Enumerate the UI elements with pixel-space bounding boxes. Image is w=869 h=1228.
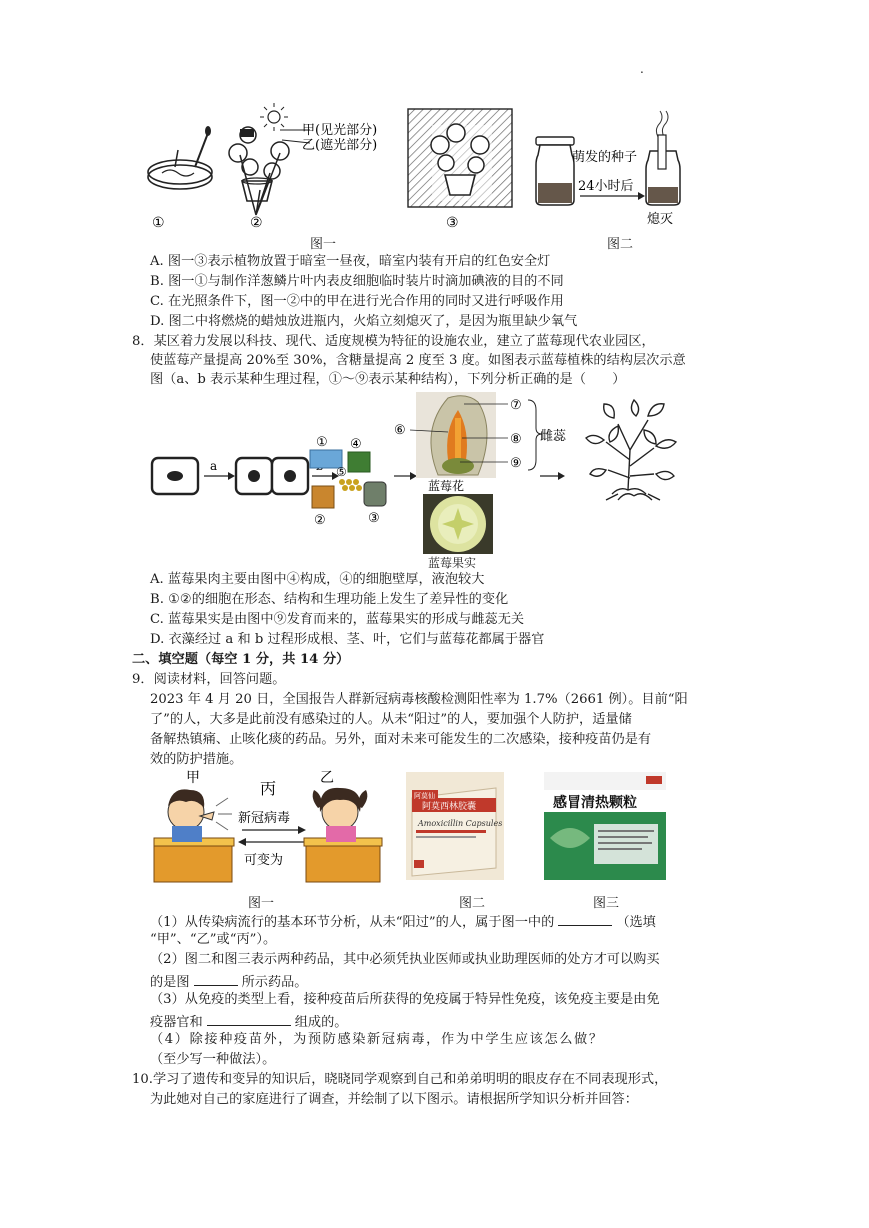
q9-para-3: 备解热镇痛、止咳化痰的药品。另外，面对未来可能发生的二次感染，接种疫苗仍是有 [150, 732, 652, 747]
q10-stem-2: 为此她对自己的家庭进行了调查，并绘制了以下图示。请根据所学知识分析并回答： [150, 1092, 638, 1107]
q8-stem-1: 8．某区着力发展以科技、现代、适度规模为特征的设施农业，建立了蓝莓现代农业园区， [132, 334, 655, 349]
yi-label: 乙(遮光部分) [302, 138, 378, 153]
tissue-4-icon [348, 452, 370, 472]
q9-fig3-caption: 图三 [593, 896, 620, 911]
q8-option-a: A. 蓝莓果肉主要由图中④构成，④的细胞壁厚，液泡较大 [150, 572, 485, 587]
flower-caption: 蓝莓花 [428, 479, 465, 493]
num-1: ① [316, 435, 328, 450]
q9-sub4-line2: （至少写一种做法）。 [150, 1052, 276, 1067]
q8-option-d: D. 衣藻经过 a 和 b 过程形成根、茎、叶，它们与蓝莓花都属于器官 [150, 632, 545, 647]
fruit-caption: 蓝莓果实 [428, 556, 477, 570]
section-2-heading: 二、填空题（每空 1 分，共 14 分） [132, 652, 350, 667]
bing-label: 丙 [260, 779, 277, 798]
plant-light-icon [229, 103, 310, 215]
girl-icon [304, 788, 382, 882]
petri-dish-icon [148, 126, 212, 189]
tissue-3-icon [364, 482, 386, 506]
seed-label: 萌发的种子 [572, 150, 638, 165]
q7-option-d: D. 图二中将燃烧的蜡烛放进瓶内，火焰立刻熄灭了，是因为瓶里缺少氧气 [150, 314, 578, 329]
pistil-label: 雌蕊 [540, 429, 567, 444]
num-8: ⑧ [510, 432, 522, 447]
fig1-caption: 图一 [310, 237, 337, 252]
dark-room-icon [408, 109, 512, 207]
q9-sub1-line1: （1）从传染病流行的基本环节分析，从未“阳过”的人，属于图一中的 （选填 [150, 911, 656, 932]
answer-blank-2[interactable] [194, 971, 238, 986]
blueberry-fruit-image [423, 494, 493, 554]
amox-name: 阿莫西林胶囊 [422, 802, 477, 812]
q9-para-4: 效的防护措施。 [150, 752, 243, 767]
q9-para-2: 了”的人，大多是此前没有感染过的人。从未“阳过”的人，要加强个人防护，适量储 [150, 712, 632, 727]
change-label: 可变为 [244, 853, 284, 868]
q8-stem-2: 使蓝莓产量提高 20%至 30%，含糖量提高 2 度至 3 度。如图表示蓝莓植株的结构层次示意 [150, 353, 686, 368]
q10-stem-1: 10.学习了遗传和变异的知识后，晓晓同学观察到自己和弟弟明明的眼皮存在不同表现形式， [132, 1072, 668, 1087]
q9-figure [150, 768, 670, 890]
q7-option-c: C. 在光照条件下，图一②中的甲在进行光合作用的同时又进行呼吸作用 [150, 294, 564, 309]
q9-sub3-line1: （3）从免疫的类型上看，接种疫苗后所获得的免疫属于特异性免疫，该免疫主要是由免 [150, 992, 660, 1007]
seed-jar-icon [536, 137, 574, 205]
q9-para-1: 2023 年 4 月 20 日，全国报告人群新冠病毒核酸检测阳性率为 1.7%（2661 例）。目前“阳 [150, 692, 688, 707]
jia-label: 甲(见光部分) [302, 123, 378, 138]
q8-option-c: C. 蓝莓果实是由图中⑨发育而来的，蓝莓果实的形成与雌蕊无关 [150, 612, 525, 627]
out-label: 熄灭 [647, 212, 674, 227]
q9-sub2-line1: （2）图二和图三表示两种药品，其中必须凭执业医师或执业助理医师的处方才可以购买 [150, 952, 660, 967]
time-label: 24小时后 [578, 179, 634, 194]
q7-option-a: A. 图一③表示植物放置于暗室一昼夜，暗室内装有开启的红色安全灯 [150, 254, 551, 269]
amoxicillin-box-image [406, 772, 504, 880]
cold-name: 感冒清热颗粒 [553, 795, 637, 811]
q9-fig2-caption: 图二 [459, 896, 486, 911]
num-5: ⑤ [336, 465, 347, 479]
page-mark: . [640, 62, 644, 76]
num-4: ④ [350, 437, 362, 452]
fig1-num-2: ② [250, 215, 263, 231]
q8-option-b: B. ①②的细胞在形态、结构和生理功能上发生了差异性的变化 [150, 592, 509, 607]
q7-option-b: B. 图一①与制作洋葱鳞片叶内表皮细胞临时装片时滴加碘液的目的不同 [150, 274, 564, 289]
q8-stem-3: 图（a、b 表示某种生理过程，①～⑨表示某种结构），下列分析正确的是（ ） [150, 372, 626, 387]
amox-latin: Amoxicillin Capsules [418, 819, 503, 828]
num-7: ⑦ [510, 398, 522, 413]
tissue-5-icon [339, 479, 362, 491]
sneezing-boy-icon [154, 789, 234, 882]
q8-structure-diagram [148, 390, 718, 570]
tissue-2-icon [312, 486, 334, 508]
candle-jar-icon [646, 111, 680, 205]
fig1-num-1: ① [152, 215, 165, 231]
blueberry-flower-image [416, 392, 496, 478]
num-9: ⑨ [510, 456, 522, 471]
q9-sub1-line2: “甲”、“乙”或“丙”）。 [150, 932, 277, 947]
virus-label: 新冠病毒 [238, 811, 291, 826]
q7-figure [140, 95, 700, 250]
cold-granule-box-image [544, 772, 666, 880]
answer-blank-3[interactable] [207, 1011, 291, 1026]
yi-person-label: 乙 [320, 770, 334, 786]
jia-person-label: 甲 [186, 770, 200, 786]
fig2-caption: 图二 [607, 237, 634, 252]
num-3: ③ [368, 511, 380, 526]
answer-blank-1[interactable] [558, 911, 612, 926]
num-2: ② [314, 513, 326, 528]
fig1-num-3: ③ [446, 215, 459, 231]
q9-head: 9．阅读材料，回答问题。 [132, 672, 286, 687]
amox-brand: 阿莫仙 [414, 792, 435, 800]
q9-sub2-line2: 的是图 所示药品。 [150, 971, 308, 992]
q9-fig1-caption: 图一 [248, 896, 275, 911]
blueberry-plant-icon [586, 400, 676, 500]
process-a-label: a [210, 459, 218, 473]
num-6: ⑥ [394, 423, 406, 438]
q9-sub3-line2: 疫器官和 组成的。 [150, 1011, 348, 1032]
q9-sub4-line1: （4）除接种疫苗外，为预防感染新冠病毒，作为中学生应该怎么做？ [150, 1032, 604, 1047]
